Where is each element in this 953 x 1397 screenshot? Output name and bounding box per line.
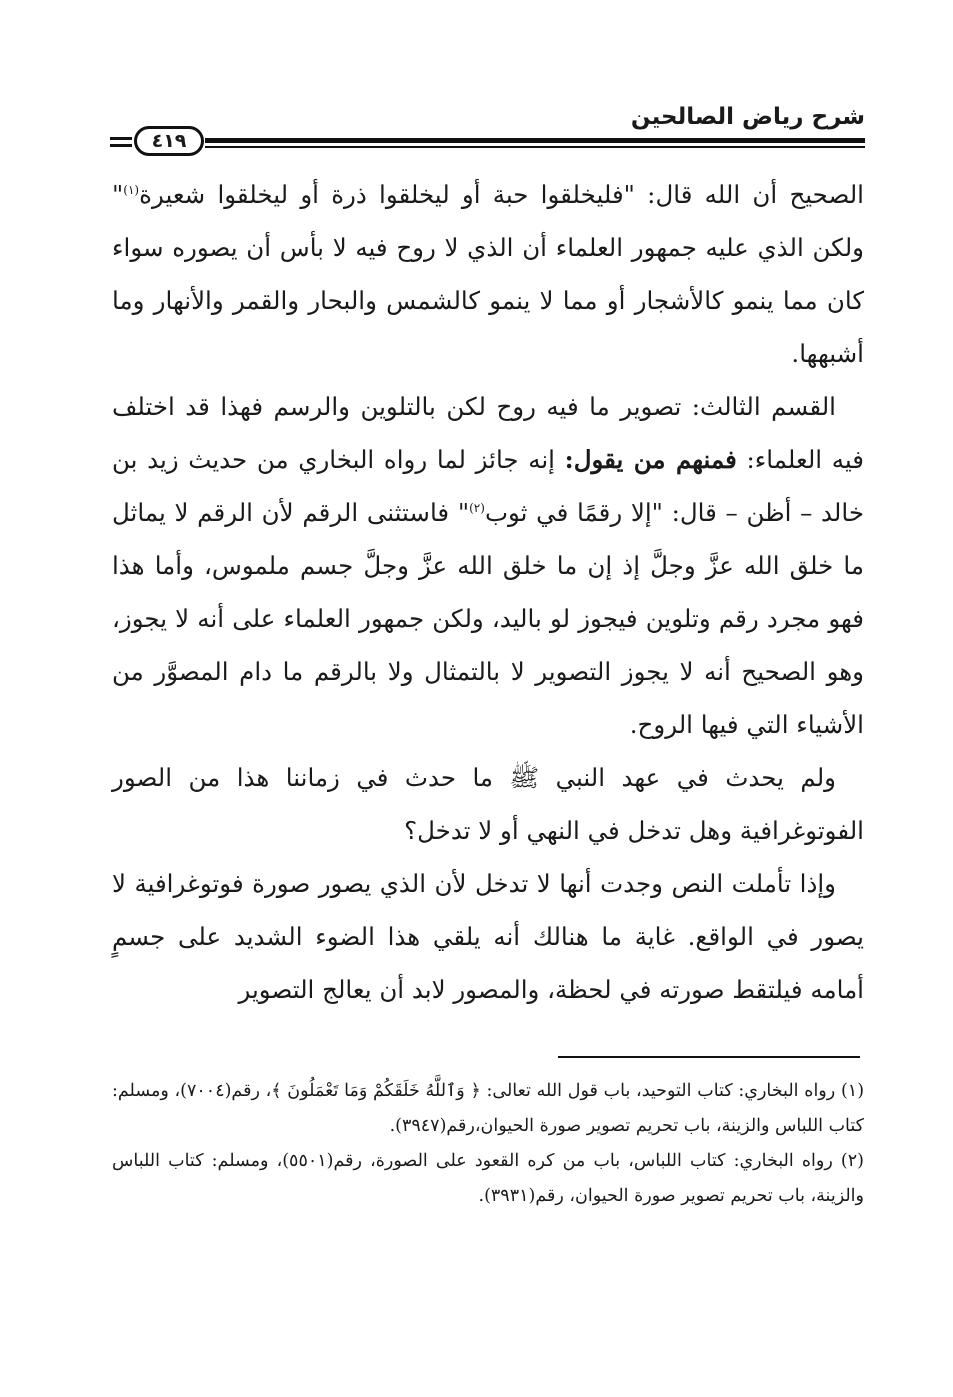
header-rule-left-bottom	[110, 144, 132, 147]
paragraph-text: القسم الثالث: تصوير ما فيه روح لكن بالتلوين والرسم فهذا قد اختلف فيه العلماء:	[112, 392, 864, 474]
header-rule-thick	[205, 138, 865, 143]
footnote-1: (١) رواه البخاري: كتاب التوحيد، باب قول الله تعالى: ﴿ وَٱللَّهُ خَلَقَكُمْ وَمَا تَعْمَلُونَ ﴾، رقم(٧٠٠٤)، ومسلم: كتاب اللباس والزينة، باب تحريم تصوير صورة الحيوان،رقم(٣٩٤٧).	[112, 1081, 865, 1136]
footnote-ref-1: (١)	[123, 182, 140, 197]
paragraph-text: " فاستثنى الرقم لأن الرقم لا يماثل ما خلق الله عزَّ وجلَّ إذ إن ما خلق الله عزَّ وجلَّ جسم ملموس، وأما هذا فهو مجرد رقم وتلوين فيجوز لو باليد، ولكن جمهور العلماء على أنه لا يجوز، وهو الصحيح أنه لا يجوز التصوير لا بالتمثال ولا بالرقم ما دام المصوَّر من الأشياء التي فيها الروح.	[112, 498, 864, 739]
paragraph-1	[112, 168, 864, 380]
bold-phrase: فمنهم من يقول:	[564, 445, 737, 474]
paragraph-text: إنه جائز لما رواه البخاري من حديث زيد بن خالد – أظن – قال: "إلا رقمًا في ثوب	[112, 445, 864, 527]
page-number: ٤١٩	[134, 126, 204, 156]
paragraph-text: الصحيح أن الله قال: "فليخلقوا حبة أو ليخلقوا ذرة أو ليخلقوا شعيرة	[139, 180, 864, 209]
body-text	[112, 168, 864, 1016]
book-title: شرح رياض الصالحين	[630, 104, 865, 130]
footnote-2: (٢) رواه البخاري: كتاب اللباس، باب من كره القعود على الصورة، رقم(٥٥٠١)، ومسلم: كتاب اللباس والزينة، باب تحريم تصوير صورة الحيوان، رقم(٣٩٣١).	[112, 1151, 864, 1206]
header-rule-thin	[205, 146, 865, 148]
footnote-separator	[558, 1056, 860, 1058]
paragraph-2	[112, 380, 864, 751]
footnote-ref-2: (٢)	[469, 500, 485, 515]
paragraph-text: " ولكن الذي عليه جمهور العلماء أن الذي لا روح فيه لا بأس أن يصوره سواء كان مما ينمو كالأشجار أو مما لا ينمو كالشمس والبحار والقمر والأنهار وما أشبهها.	[112, 180, 864, 368]
header-rule-left-top	[110, 137, 132, 140]
paragraph-4: وإذا تأملت النص وجدت أنها لا تدخل لأن الذي يصور صورة فوتوغرافية لا يصور في الواقع. غاية ما هنالك أنه يلقي هذا الضوء الشديد على جسمٍ أمامه فيلتقط صورته في لحظة، والمصور لابد أن يعالج التصوير	[112, 869, 864, 1004]
page-header	[110, 104, 865, 160]
paragraph-3: ولم يحدث في عهد النبي ﷺ ما حدث في زماننا هذا من الصور الفوتوغرافية وهل تدخل في النهي أو لا تدخل؟	[112, 763, 864, 845]
footnotes	[112, 1074, 864, 1214]
